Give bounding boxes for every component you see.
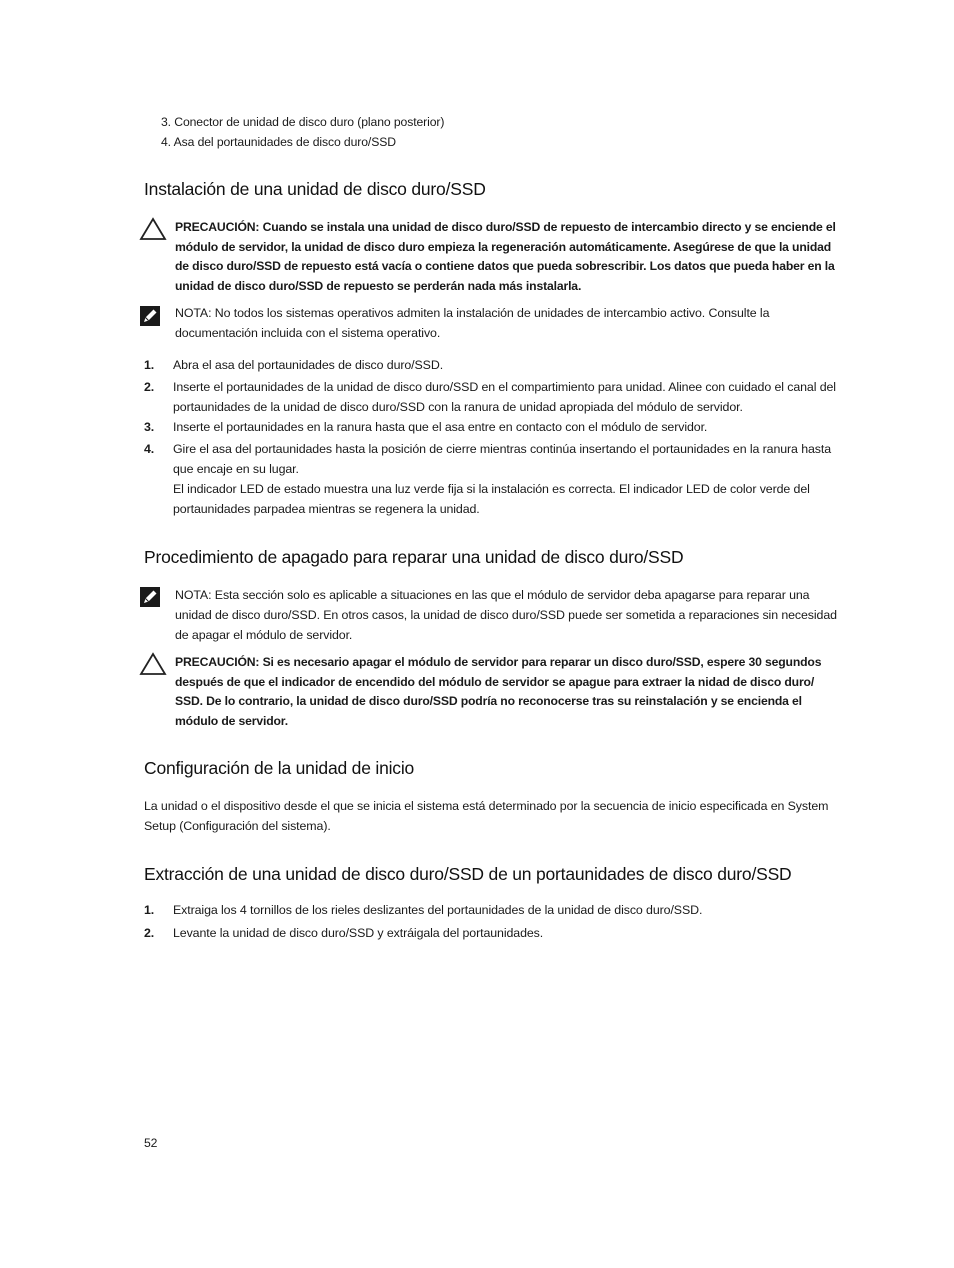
- note-label: NOTA:: [175, 588, 212, 602]
- note-shutdown: [175, 585, 837, 645]
- install-step-1: [144, 356, 844, 376]
- note-installation: [175, 304, 837, 343]
- caution-shutdown: PRECAUCIÓN: Si es necesario apagar el módulo de servidor para reparar un disco duro/SSD, espere 30 segundos después de que el indicador de encendido del módulo de servidor se apague para extraer la nidad de disco duro/ SSD. De lo contrario, la unidad de disco duro/SSD podría no reconocerse tras su reinstalación y se encienda el módulo de servidor.: [175, 655, 822, 728]
- step-number: 2.: [144, 380, 155, 394]
- step-number: 3.: [144, 420, 155, 434]
- step-text: Levante la unidad de disco duro/SSD y extráigala del portaunidades.: [173, 926, 544, 940]
- removal-step-2: [144, 924, 844, 944]
- install-step-4-detail: El indicador LED de estado muestra una luz verde fija si la instalación es correcta. El indicador LED de color verde del portaunidades parpadea mientras se regenera la unidad.: [173, 482, 810, 516]
- step-number: 1.: [144, 358, 155, 372]
- section-title-boot-drive: Configuración de la unidad de inicio: [144, 758, 415, 778]
- step-number: 4.: [144, 442, 155, 456]
- step-text: Extraiga los 4 tornillos de los rieles deslizantes del portaunidades de la unidad de disco duro/SSD.: [173, 903, 703, 917]
- caution-installation: PRECAUCIÓN: Cuando se instala una unidad de disco duro/SSD de repuesto de intercambio directo y se enciende el módulo de servidor, la unidad de disco duro empieza la regeneración automáticamente. Asegúrese de que la unidad de disco duro/SSD de repuesto está vacía o contiene datos que pueda sobrescribir. Los datos que pueda haber en la unidad de disco duro/SSD de repuesto se perderán nada más instalarla.: [175, 220, 836, 293]
- step-text: Inserte el portaunidades en la ranura hasta que el asa entre en contacto con el módulo de servidor.: [173, 420, 708, 434]
- section-title-installation: Instalación de una unidad de disco duro/SSD: [144, 179, 486, 199]
- note-pencil-icon: [139, 586, 161, 613]
- step-text: Abra el asa del portaunidades de disco duro/SSD.: [173, 358, 444, 372]
- note-text: No todos los sistemas operativos admiten la instalación de unidades de intercambio activo. Consulte la documentación incluida con el sistema operativo.: [175, 306, 770, 340]
- page-number: 52: [144, 1136, 158, 1150]
- note-pencil-icon: [139, 305, 161, 332]
- intro-list-item-4: 4. Asa del portaunidades de disco duro/SSD: [161, 135, 396, 149]
- note-text: Esta sección solo es aplicable a situaciones en las que el módulo de servidor deba apagarse para reparar una unidad de disco duro/SSD. En otros casos, la unidad de disco duro/SSD puede ser sometida a reparaciones sin necesidad de apagar el módulo de servidor.: [175, 588, 837, 642]
- caution-triangle-icon: [139, 652, 167, 681]
- install-step-3: [144, 418, 844, 438]
- note-label: NOTA:: [175, 306, 212, 320]
- step-number: 2.: [144, 926, 155, 940]
- caution-triangle-icon: [139, 217, 167, 246]
- intro-list-item-3: 3. Conector de unidad de disco duro (plano posterior): [161, 115, 445, 129]
- removal-step-1: [144, 901, 844, 921]
- boot-drive-description: La unidad o el dispositivo desde el que se inicia el sistema está determinado por la secuencia de inicio especificada en System Setup (Configuración del sistema).: [144, 799, 829, 833]
- step-number: 1.: [144, 903, 155, 917]
- step-text: Inserte el portaunidades de la unidad de disco duro/SSD en el compartimiento para unidad. Alinee con cuidado el canal del portaunidades de la unidad de disco duro/SSD con la ranura de unidad apropiada del módulo de servidor.: [173, 380, 836, 414]
- step-text: Gire el asa del portaunidades hasta la posición de cierre mientras continúa insertando el portaunidades en la ranura hasta que encaje en su lugar.: [173, 442, 832, 476]
- section-title-shutdown-procedure: Procedimiento de apagado para reparar una unidad de disco duro/SSD: [144, 547, 684, 567]
- section-title-removal: Extracción de una unidad de disco duro/SSD de un portaunidades de disco duro/SSD: [144, 864, 792, 884]
- install-step-4: [144, 440, 844, 476]
- install-step-2: [144, 378, 844, 414]
